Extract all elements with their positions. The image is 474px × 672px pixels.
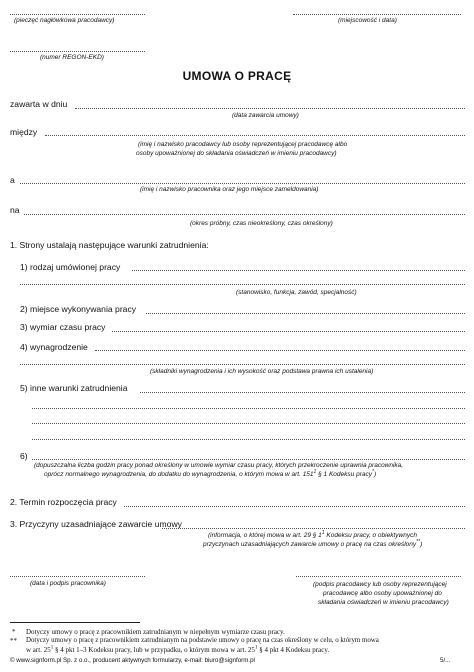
footnote-2-sup-1: 1 xyxy=(50,645,54,651)
form-code: 5/... xyxy=(440,657,451,664)
item5-field-3[interactable] xyxy=(32,423,465,424)
item5-field[interactable] xyxy=(140,392,465,393)
item4-field[interactable] xyxy=(95,350,465,351)
regon-line[interactable] xyxy=(10,51,145,52)
item3-label: 3) wymiar czasu pracy xyxy=(20,322,106,332)
employer-stamp-caption: (pieczęć nagłówkowa pracodawcy) xyxy=(14,17,115,24)
employer-stamp-line[interactable] xyxy=(10,14,145,15)
period-caption: (okres próbny, czas nieokreślony, czas określony) xyxy=(190,220,333,227)
employee-field[interactable] xyxy=(20,183,465,184)
item6-caption-star: * xyxy=(371,468,374,475)
section2-heading: 2. Termin rozpoczęcia pracy xyxy=(10,497,117,507)
section3-caption-2: przyczynach uzasadniających zawarcie umowy o pracę na czas określony**) xyxy=(203,538,423,548)
section3-caption-star: ** xyxy=(416,538,421,545)
regon-caption: (numer REGON-EKD) xyxy=(40,54,104,61)
page-title: UMOWA O PRACĘ xyxy=(182,69,292,83)
section3-caption-1: (informacja, o której mowa w art. 29 § $1^1$ Kodeksu pracy, o obiektywnych xyxy=(208,529,417,539)
item1-caption: (stanowisko, funkcja, zawód, specjalność) xyxy=(236,289,357,296)
concluded-on-field[interactable] xyxy=(75,108,465,109)
reasons-field[interactable] xyxy=(162,528,465,529)
employer-field[interactable] xyxy=(45,135,465,136)
place-date-caption: (miejscowość i data) xyxy=(338,17,397,24)
section3-heading: 3. Przyczyny uzasadniające zawarcie umowy xyxy=(10,519,182,529)
employer-caption-1: (imię i nazwisko pracodawcy lub osoby reprezentującej pracodawcę albo xyxy=(138,141,348,148)
item1-field[interactable] xyxy=(132,270,465,271)
item6-caption-sup: 1 xyxy=(313,468,317,475)
item2-label: 2) miejsce wykonywania pracy xyxy=(20,304,137,314)
item5-label: 5) inne warunki zatrudnienia xyxy=(20,383,128,393)
concluded-on-caption: (data zawarcia umowy) xyxy=(232,112,299,119)
footnote-2-line2: w art. $25^1$ § 4 pkt 1–3 Kodeksu pracy, lub w przypadku, o którym mowa w art. $25^1$ § 4 pkt 4 Kodeksu pracy. xyxy=(26,645,330,654)
item4-caption: (składniki wynagrodzenia i ich wysokość oraz podstawa prawna ich ustalenia) xyxy=(150,368,374,375)
item5-field-2[interactable] xyxy=(32,408,465,409)
item1-label: 1) rodzaj umówionej pracy xyxy=(20,262,121,272)
employee-caption: (imię i nazwisko pracownika oraz jego miejsce zameldowania) xyxy=(140,186,319,193)
employee-signature-caption: (data i podpis pracownika) xyxy=(30,580,106,587)
item1-field-2[interactable] xyxy=(20,284,465,285)
for-label: na xyxy=(10,205,20,215)
place-date-line[interactable] xyxy=(293,14,461,15)
employer-signature-line[interactable] xyxy=(296,576,461,577)
employer-signature-caption-2: pracodawcę albo osoby upoważnionej do xyxy=(323,590,442,597)
item6-label: 6) xyxy=(20,451,28,461)
employer-signature-caption-1: (podpis pracodawcy lub osoby reprezentującej xyxy=(313,581,447,588)
item3-field[interactable] xyxy=(112,331,465,332)
employer-caption-2: osoby upoważnionej do składania oświadczeń w imieniu pracodawcy) xyxy=(136,150,337,157)
footnote-divider xyxy=(10,622,140,623)
item6-field[interactable] xyxy=(32,459,465,460)
item6-caption-1: (dopuszczalna liczba godzin pracy ponad określony w umowie wymiar czasu pracy, których przekroczenie uprawnia pracownika, xyxy=(34,462,404,469)
section1-heading: 1. Strony ustalają następujące warunki zatrudnienia: xyxy=(10,240,209,250)
footnote-2-line1: Dotyczy umowy o pracę z pracownikiem zatrudnianym na podstawie umowy o pracę na czas określony w celu, o którym mowa xyxy=(26,637,379,644)
employee-signature-line[interactable] xyxy=(10,576,145,577)
publisher-note: © www.signform.pl Sp. z o.o., producent aktywnych formularzy, e-mail: biuro@signform.pl xyxy=(10,657,255,664)
section3-caption-sup: 1 xyxy=(321,529,325,536)
footnote-2-mark: ** xyxy=(10,637,17,645)
item2-field[interactable] xyxy=(146,313,465,314)
start-date-field[interactable] xyxy=(124,506,465,507)
item6-caption-2: oprócz normalnego wynagrodzenia, do dodatku do wynagrodzenia, o którym mowa w art. $151^1$ § 1 Kodeksu pracy*) xyxy=(44,468,377,478)
footnote-1: Dotyczy umowy o pracę z pracownikiem zatrudnianym w niepełnym wymiarze czasu pracy. xyxy=(26,628,285,636)
item4-field-2[interactable] xyxy=(20,364,465,365)
item5-field-4[interactable] xyxy=(32,439,465,440)
and-label: a xyxy=(10,175,15,185)
footnote-1-mark: * xyxy=(12,628,16,636)
employer-signature-caption-3: składania oświadczeń w imieniu pracodawcy) xyxy=(318,599,449,606)
period-field[interactable] xyxy=(24,214,465,215)
concluded-on-label: zawarta w dniu xyxy=(10,99,68,109)
item4-label: 4) wynagrodzenie xyxy=(20,342,88,352)
footnote-2-sup-2: 1 xyxy=(254,645,258,651)
between-label: między xyxy=(10,127,38,137)
